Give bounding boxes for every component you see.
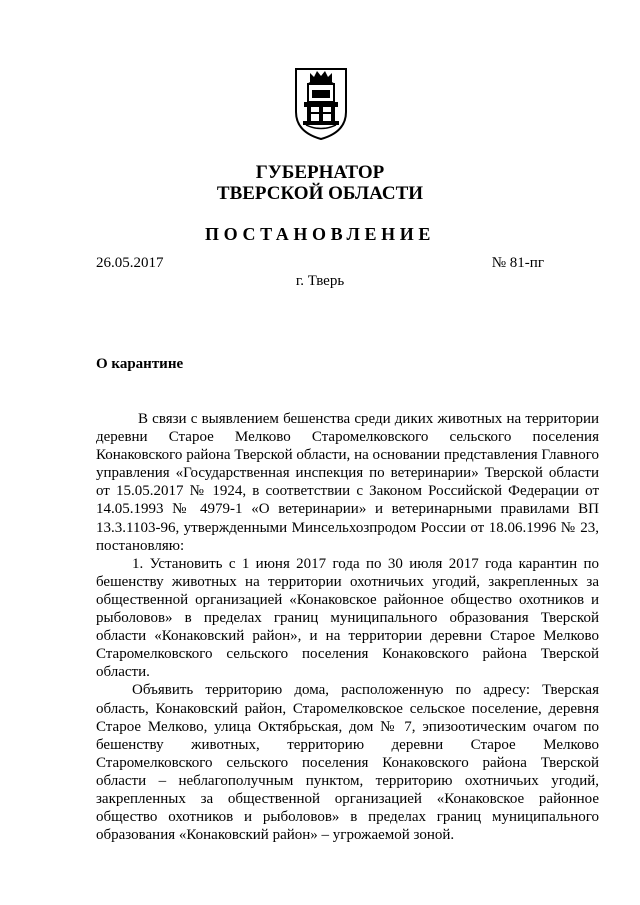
issuer-title: ГУБЕРНАТОР xyxy=(255,162,385,183)
document-number: № 81-пг xyxy=(491,255,544,271)
document-type: ПОСТАНОВЛЕНИЕ xyxy=(205,224,435,244)
document-subject: О карантине xyxy=(96,356,184,372)
body-paragraph-item-1: 1. Установить с 1 июня 2017 года по 30 июля 2017 года карантин по бешенству животных на территории охотничьих угодий, закрепленных за общественной организацией «Конаковское районное общество охотников и рыболовов» в пределах границ муниципального образования Тверской области «Конаковский район», и на территории деревни Старое Мелково Старомелковского сельского поселения Конаковского района Тверской области. xyxy=(96,555,599,681)
document-date: 26.05.2017 xyxy=(96,255,164,271)
body-paragraph-declaration: Объявить территорию дома, расположенную по адресу: Тверская область, Конаковский район, Старомелковское сельское поселение, деревня Старое Мелково, улица Октябрьская, дом № 7, эпизоотическим очагом по бешенству животных, территорию деревни Старое Мелково Старомелковского сельского поселения Конаковского района Тверской области – неблагополучным пунктом, территорию охотничьих угодий, закрепленных за общественной организацией «Конаковское районное общество охотников и рыболовов» в пределах границ муниципального образования «Конаковский район» – угрожаемой зоной. xyxy=(96,682,599,844)
body-paragraph-preamble: В связи с выявлением бешенства среди диких животных на территории деревни Старое Мелково Старомелковского сельского поселения Конаковского района Тверской области, на основании представления Главного управления «Государственная инспекция по ветеринарии» Тверской области от 15.05.2017 № 1924, в соответствии с Законом Российской Федерации от 14.05.1993 № 4979-1 «О ветеринарии» и ветеринарными правилами ВП 13.3.1103-96, утвержденными Минсельхозпродом России от 18.06.1996 № 23, постановляю: xyxy=(96,411,599,554)
tver-coat-of-arms-icon xyxy=(293,66,349,142)
issuer-region: ТВЕРСКОЙ ОБЛАСТИ xyxy=(216,183,424,204)
document-city: г. Тверь xyxy=(295,273,345,289)
document-body xyxy=(96,410,599,844)
